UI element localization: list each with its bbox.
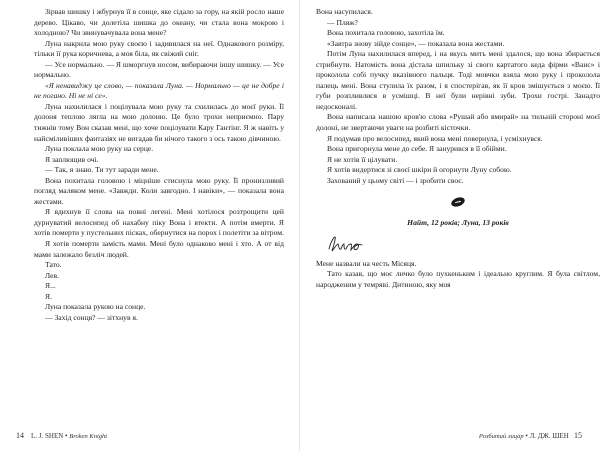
- paragraph: Лев.: [45, 270, 59, 280]
- paragraph: Луна накрила мою руку своєю і задивилася на неї. Однакового розміру, тільки її рука коричнева, а моя біла, як свіжий сніг.: [34, 38, 284, 59]
- paragraph: Я...: [45, 281, 56, 291]
- paragraph: Вона насупилася.: [316, 7, 373, 16]
- signature-block: [316, 229, 600, 259]
- page-number: 15: [574, 431, 582, 440]
- paragraph: Я хотів видертися зі своєї шкіри й огорнути Луну собою.: [327, 165, 512, 175]
- paragraph: Тато казав, що моє личко було пухкеньким і ідеально круглим. Я була світлом, народженим у темряві. Дитиною, яку моя: [316, 269, 600, 289]
- signature-luna: [326, 233, 372, 257]
- paragraph: «Я ненавиджу це слово, — показала Луна. — Нормально — це не добре і не погано. Ні не ні се».: [34, 80, 284, 101]
- footer-bullet: •: [525, 432, 528, 440]
- paragraph: Луна нахилилася і поцілувала мою руку та схилилась до моєї руки. Її долоня теплою лягла на мою долоню. Це було трохи неприємно. Пару тижнів тому Вон сказав мені, що хоче поцілувати Кару Гантінг. Я ж навіть у найсміливіших фантазіях не вигадав би нічого такого з ось такою дівчиною.: [34, 101, 284, 143]
- paragraph: «Завтра знову зійде сонце», — показала вона жестами.: [327, 38, 505, 48]
- footer-bullet: •: [65, 432, 68, 440]
- paragraph: Я.: [45, 291, 52, 301]
- page-number: 14: [16, 431, 24, 440]
- paragraph: — Захід сонця? — зітхнув я.: [45, 312, 138, 322]
- paragraph: Я не хотів її цілувати.: [327, 154, 398, 164]
- paragraph: Потім Луна нахилилася вперед, і на якусь мить мені здалося, що вона збирається стрибнути. Натомість вона дістала шпильку зі свого картатого кеда фірми «Ванс» і проколола собі пучку вказівного пальця. Тоді мовчки взяла мою руку і проколола палець мені. Вона стулила їх разом, і я спостерігав, як її кров змішується з моєю. Її губи розпливлися в усмішці. В неї були нерівні зуби. Трохи гострі. Занадто недосконалі.: [316, 49, 600, 111]
- running-title: Розбитий лицар: [478, 433, 524, 440]
- paragraph: — Пляж?: [327, 17, 358, 27]
- paragraph: Захований у цьому світі — і зробити своє.: [327, 175, 464, 185]
- paragraph: Тато.: [45, 260, 62, 270]
- paragraph: Я заплющив очі.: [45, 154, 99, 164]
- right-footer: [479, 431, 582, 440]
- paragraph: Я хотів померти замість мами. Мені було однаково мені і хто. А от від мами залежало безліч людей.: [34, 239, 284, 259]
- section-heading: Найт, 12 років; Луна, 13 років: [407, 218, 509, 228]
- running-title: Broken Knight: [69, 433, 108, 440]
- running-author: Л. ДЖ. ШЕН: [529, 432, 569, 440]
- paragraph: Мене назвали на честь Місяця.: [316, 258, 417, 268]
- paragraph: Вона пригорнула мене до себе. Я занурився в її обійми.: [327, 144, 507, 154]
- left-page-text: [34, 7, 284, 323]
- football-icon: [450, 196, 466, 208]
- left-footer: [16, 431, 107, 440]
- paragraph: Вона похитала головою, захотіла їм.: [327, 28, 445, 38]
- paragraph: Вона написала нашою кров'ю слова «Рушай або вмирай» на тильній стороні моєї долоні, не звертаючи уваги на розбиті кісточки.: [316, 112, 600, 133]
- paragraph: Зірвав шишку і жбурнув її в сонце, яке сідало за гору, на якій росло наше дерево. Цікаво, чи долетіла шишка до океану, чи стала вона мокрою і холодною? Чи звинувачувала вона мене?: [34, 7, 284, 38]
- paragraph: — Усе нормально. — Я шморгнув носом, вибираючи іншу шишку. — Усе нормально.: [34, 59, 284, 80]
- paragraph: Вона похитала головою і міцніше стиснула мою руку. Її пронизливий погляд маляком мене. «Завжди. Коли завгодно. І навіки», — показала вона жестами.: [34, 175, 284, 206]
- paragraph: Я вдихнув її слова на повні легені. Мені хотілося розтрощити цей дурнуватий велосипед об нахабну піку Вона і втекти. А потім вмерти. Я хотів померти у пустельних пісках, обернутися на порох і полетіти за вітром.: [34, 207, 284, 238]
- paragraph: Я подумав про велосипед, який вона мені повернула, і усміхнувся.: [327, 133, 543, 143]
- right-page-text: [316, 7, 600, 290]
- paragraph: — Так, я знаю. Ти тут заради мене.: [45, 165, 159, 175]
- paragraph: Луна показала рукою на сонце.: [45, 302, 146, 312]
- running-author: L. J. SHEN: [31, 432, 64, 440]
- paragraph: Луна поклала мою руку на серце.: [45, 144, 154, 154]
